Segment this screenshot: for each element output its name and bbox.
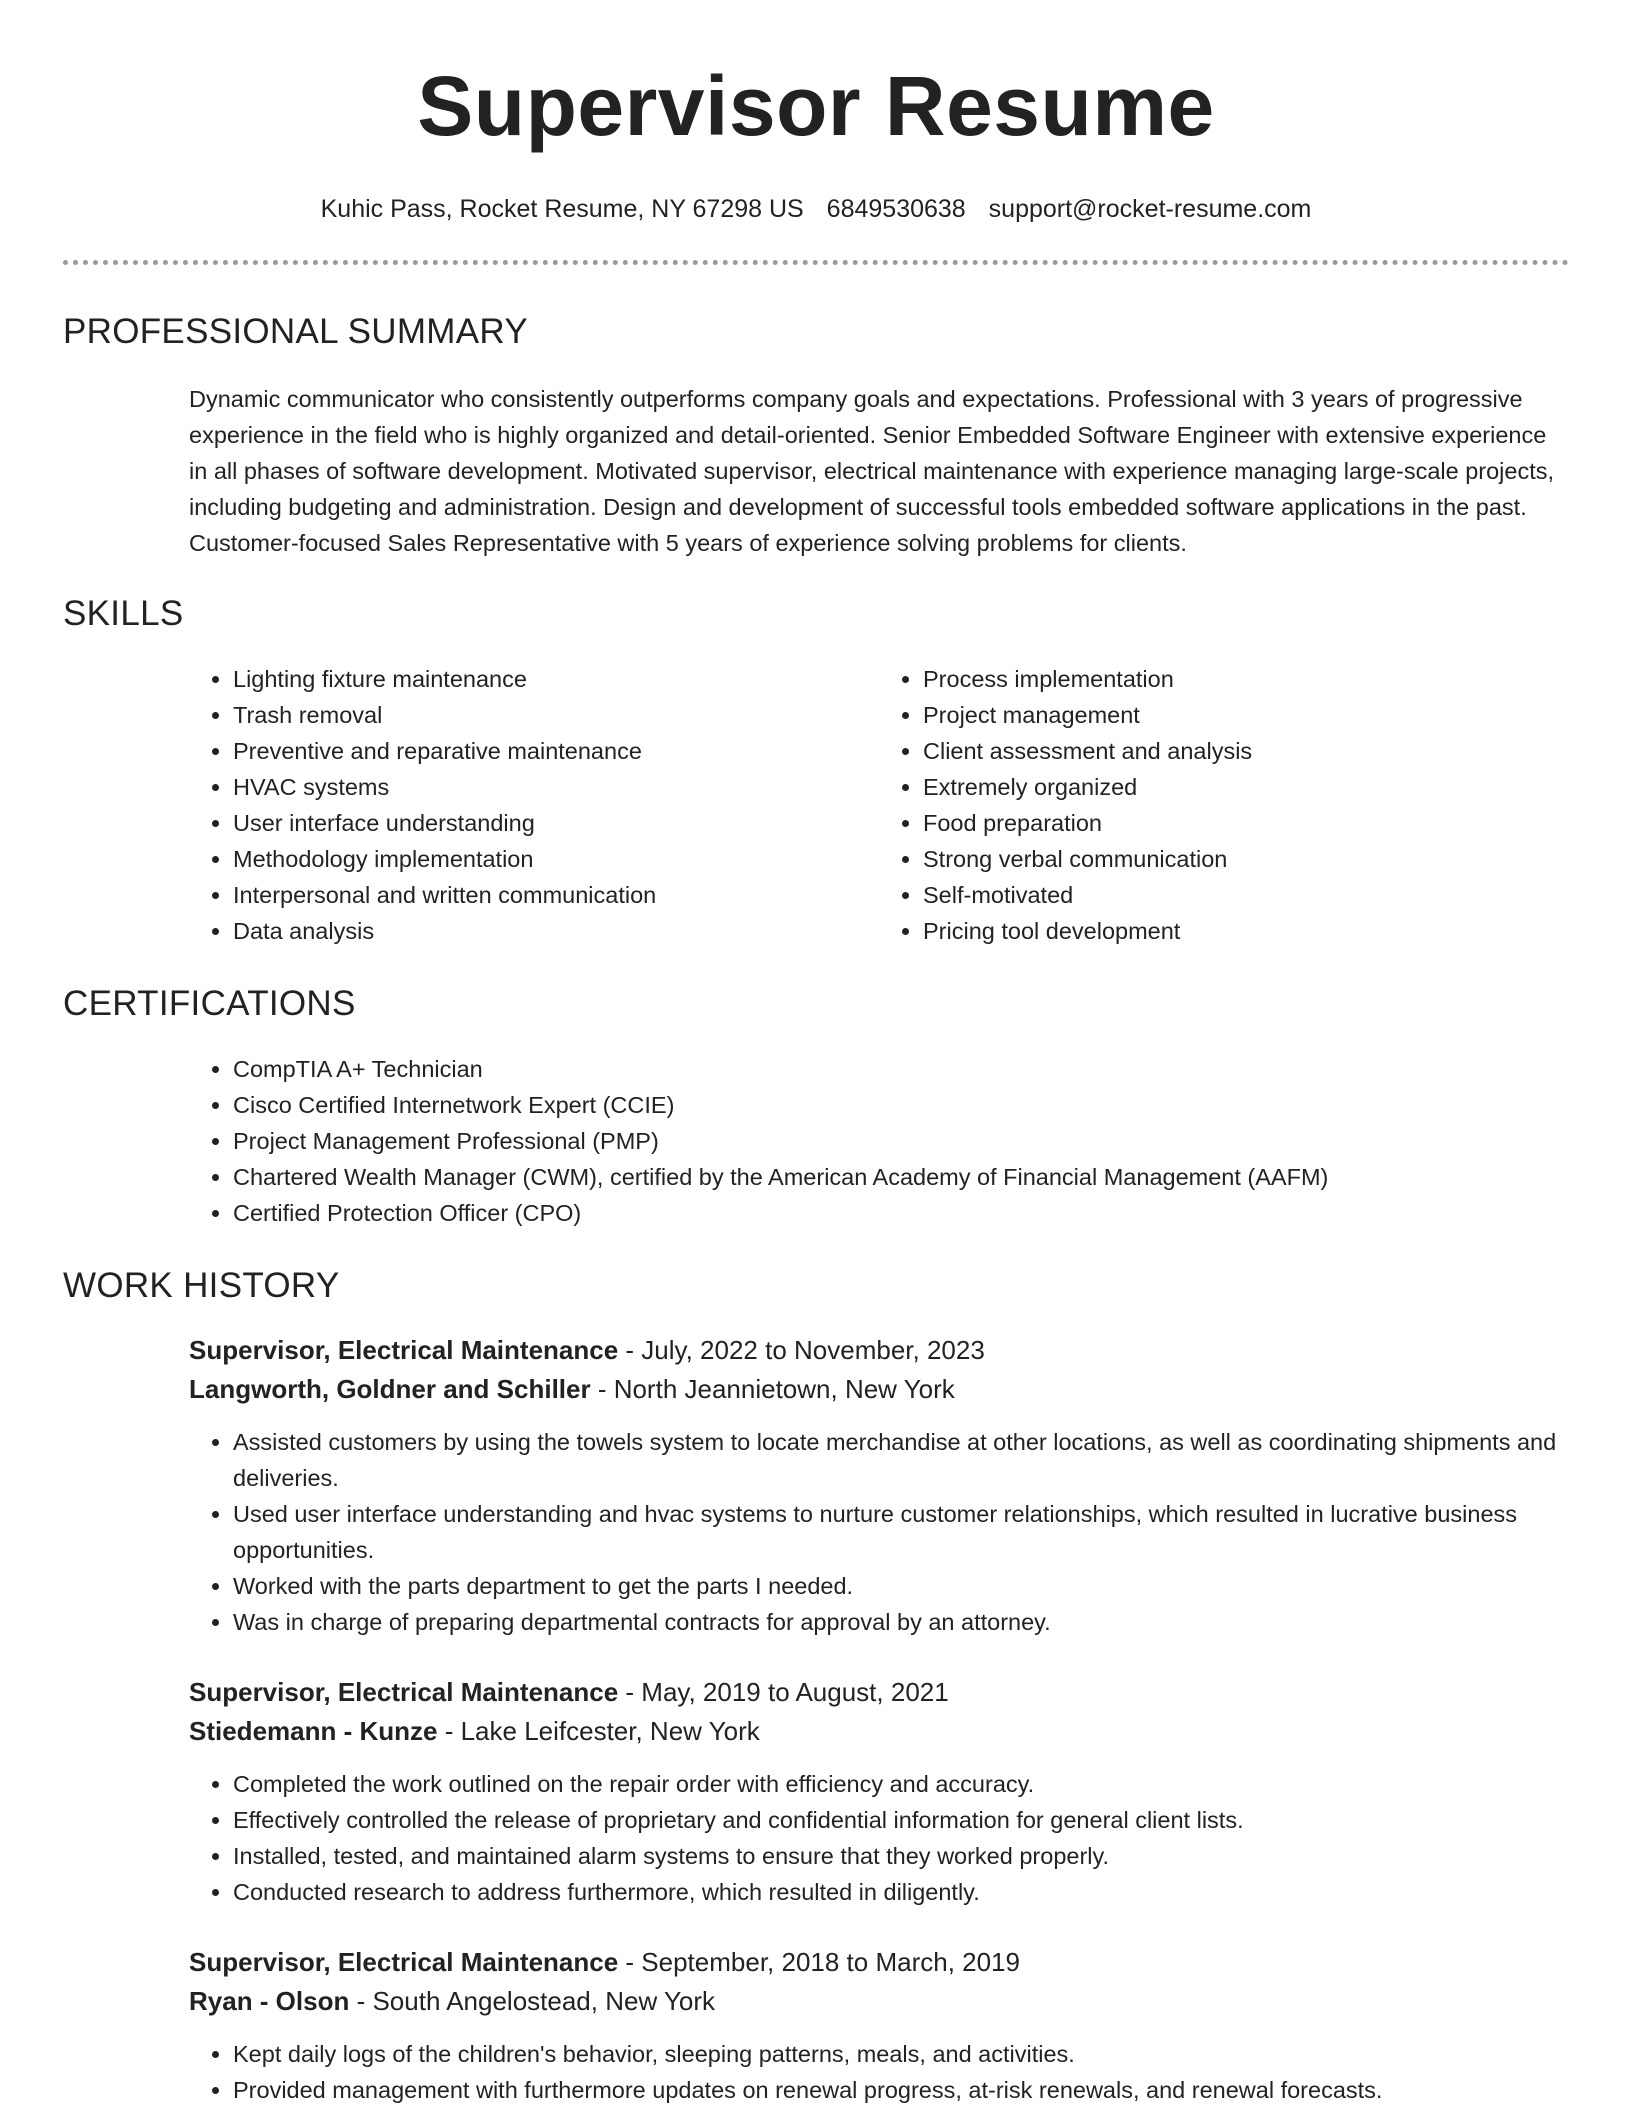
skill-item: • Methodology implementation bbox=[233, 841, 879, 877]
skill-item: • Strong verbal communication bbox=[923, 841, 1569, 877]
certification-item: • Cisco Certified Internetwork Expert (CCIE) bbox=[233, 1087, 1569, 1123]
job-entry bbox=[189, 1943, 1569, 2108]
job-bullet: • Assisted customers by using the towels system to locate merchandise at other locations, as well as coordinating shipments and deliveries. bbox=[233, 1424, 1569, 1496]
job-location: - Lake Leifcester, New York bbox=[437, 1716, 760, 1746]
skills-heading: SKILLS bbox=[63, 594, 184, 633]
skills-list-right bbox=[879, 661, 1569, 949]
job-company: Stiedemann - Kunze bbox=[189, 1716, 438, 1746]
skills-section bbox=[63, 593, 1569, 949]
skill-item: • Trash removal bbox=[233, 697, 879, 733]
job-title-line bbox=[189, 1943, 1569, 1982]
certifications-heading: CERTIFICATIONS bbox=[63, 984, 356, 1023]
job-entry bbox=[189, 1673, 1569, 1910]
skill-item: • HVAC systems bbox=[233, 769, 879, 805]
summary-heading: PROFESSIONAL SUMMARY bbox=[63, 312, 528, 351]
job-company-line bbox=[189, 1370, 1569, 1409]
certification-item: • Chartered Wealth Manager (CWM), certified by the American Academy of Financial Management (AAFM) bbox=[233, 1159, 1569, 1195]
job-bullet: • Kept daily logs of the children's behavior, sleeping patterns, meals, and activities. bbox=[233, 2036, 1569, 2072]
job-entry bbox=[189, 1331, 1569, 1640]
job-bullet: • Used user interface understanding and hvac systems to nurture customer relationships, which resulted in lucrative business opportunities. bbox=[233, 1496, 1569, 1568]
job-bullets bbox=[189, 2036, 1569, 2108]
skill-item: • Data analysis bbox=[233, 913, 879, 949]
job-company-line bbox=[189, 1982, 1569, 2021]
skill-item: • Project management bbox=[923, 697, 1569, 733]
job-bullet: • Effectively controlled the release of proprietary and confidential information for general client lists. bbox=[233, 1802, 1569, 1838]
contact-email: support@rocket-resume.com bbox=[988, 195, 1312, 223]
skill-item: • Pricing tool development bbox=[923, 913, 1569, 949]
contact-address: Kuhic Pass, Rocket Resume, NY 67298 US bbox=[320, 195, 804, 223]
contact-phone: 6849530638 bbox=[826, 195, 966, 223]
job-bullet: • Worked with the parts department to get the parts I needed. bbox=[233, 1568, 1569, 1604]
certifications-list bbox=[189, 1051, 1569, 1231]
skill-item: • Food preparation bbox=[923, 805, 1569, 841]
skill-item: • Process implementation bbox=[923, 661, 1569, 697]
job-location: - North Jeannietown, New York bbox=[590, 1374, 955, 1404]
skill-item: • User interface understanding bbox=[233, 805, 879, 841]
certification-item: • Project Management Professional (PMP) bbox=[233, 1123, 1569, 1159]
job-title: Supervisor, Electrical Maintenance bbox=[189, 1677, 619, 1707]
job-title-line bbox=[189, 1673, 1569, 1712]
skill-item: • Preventive and reparative maintenance bbox=[233, 733, 879, 769]
job-dates: - July, 2022 to November, 2023 bbox=[618, 1335, 985, 1365]
skill-item: • Client assessment and analysis bbox=[923, 733, 1569, 769]
job-bullet: • Installed, tested, and maintained alarm systems to ensure that they worked properly. bbox=[233, 1838, 1569, 1874]
job-dates: - May, 2019 to August, 2021 bbox=[618, 1677, 949, 1707]
certification-item: • CompTIA A+ Technician bbox=[233, 1051, 1569, 1087]
job-dates: - September, 2018 to March, 2019 bbox=[618, 1947, 1020, 1977]
job-company: Ryan - Olson bbox=[189, 1986, 350, 2016]
resume-title: Supervisor Resume bbox=[417, 59, 1215, 153]
work-history-heading: WORK HISTORY bbox=[63, 1266, 340, 1305]
job-location: - South Angelostead, New York bbox=[349, 1986, 716, 2016]
skill-item: • Interpersonal and written communication bbox=[233, 877, 879, 913]
job-company: Langworth, Goldner and Schiller bbox=[189, 1374, 591, 1404]
job-title: Supervisor, Electrical Maintenance bbox=[189, 1947, 619, 1977]
job-bullet: • Completed the work outlined on the repair order with efficiency and accuracy. bbox=[233, 1766, 1569, 1802]
job-bullets bbox=[189, 1766, 1569, 1910]
summary-section bbox=[63, 311, 1569, 561]
certification-item: • Certified Protection Officer (CPO) bbox=[233, 1195, 1569, 1231]
skills-columns bbox=[189, 661, 1569, 949]
skills-list-left bbox=[189, 661, 879, 949]
job-bullet: • Provided management with furthermore updates on renewal progress, at-risk renewals, and renewal forecasts. bbox=[233, 2072, 1569, 2108]
job-company-line bbox=[189, 1712, 1569, 1751]
work-history-section bbox=[63, 1265, 1569, 2108]
job-bullet: • Conducted research to address furthermore, which resulted in diligently. bbox=[233, 1874, 1569, 1910]
skill-item: • Self-motivated bbox=[923, 877, 1569, 913]
skill-item: • Extremely organized bbox=[923, 769, 1569, 805]
job-bullets bbox=[189, 1424, 1569, 1640]
job-bullet: • Was in charge of preparing departmental contracts for approval by an attorney. bbox=[233, 1604, 1569, 1640]
job-title: Supervisor, Electrical Maintenance bbox=[189, 1335, 619, 1365]
summary-text: Dynamic communicator who consistently outperforms company goals and expectations. Professional with 3 years of progressive experience in the field who is highly organized and detail-oriented. Senior Embedded Software Engineer with extensive experience in all phases of software development. Motivated supervisor, electrical maintenance with experience managing large-scale projects, including budgeting and administration. Design and development of successful tools embedded software applications in the past. Customer-focused Sales Representative with 5 years of experience solving problems for clients. bbox=[189, 386, 1555, 556]
header-divider bbox=[63, 260, 1569, 265]
certifications-section bbox=[63, 983, 1569, 1231]
job-title-line bbox=[189, 1331, 1569, 1370]
contact-line bbox=[0, 194, 1632, 224]
skill-item: • Lighting fixture maintenance bbox=[233, 661, 879, 697]
